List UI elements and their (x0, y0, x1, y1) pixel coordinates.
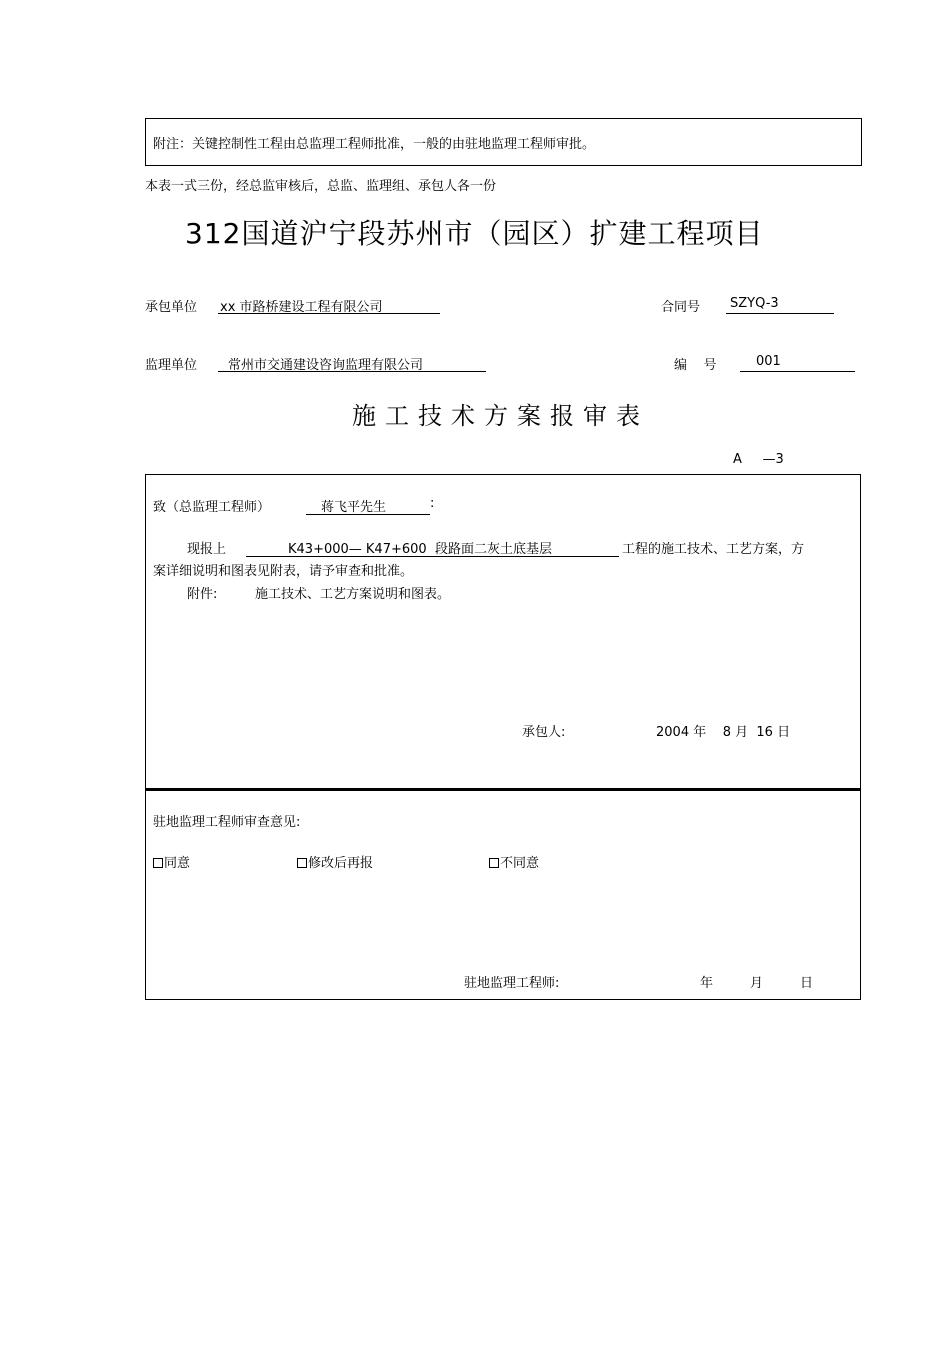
to-colon: : (430, 496, 435, 511)
checkbox-agree[interactable] (153, 858, 163, 868)
serial-label: 编 号 (674, 358, 717, 373)
to-label: 致（总监理工程师） (153, 500, 271, 515)
copies-note: 本表一式三份，经总监审核后，总监、监理组、承包人各一份 (145, 179, 497, 194)
note-box (145, 118, 862, 166)
project-title: 312国道沪宁段苏州市（园区）扩建工程项目 (185, 217, 764, 250)
note-text: 附注：关键控制性工程由总监理工程师批准，一般的由驻地监理工程师审批。 (153, 137, 596, 152)
report-line2: 案详细说明和图表见附表，请予审查和批准。 (153, 564, 414, 579)
review-date-day: 日 (800, 976, 814, 991)
to-name: 蒋飞平先生 (321, 500, 387, 515)
report-prefix: 现报上 (187, 542, 227, 557)
checkbox-revise[interactable] (297, 858, 307, 868)
form-title: 施工技术方案报审表 (352, 402, 649, 430)
option-agree-label: 同意 (164, 856, 191, 871)
option-agree[interactable] (153, 852, 190, 871)
report-suffix: 工程的施工技术、工艺方案，方 (622, 542, 805, 557)
contract-no-value: SZYQ-3 (730, 296, 779, 311)
contractor-label: 承包单位 (145, 300, 198, 315)
review-date-year: 年 (700, 976, 714, 991)
supervisor-value: 常州市交通建设咨询监理有限公司 (228, 358, 424, 373)
serial-underline (740, 371, 855, 372)
option-revise-label: 修改后再报 (308, 856, 374, 871)
contractor-underline (218, 313, 440, 314)
review-heading: 驻地监理工程师审查意见: (153, 815, 301, 830)
submission-date: 2004 年 8 月 16 日 (656, 725, 791, 740)
checkbox-disagree[interactable] (489, 858, 499, 868)
review-date-month: 月 (750, 976, 764, 991)
option-disagree[interactable] (489, 852, 539, 871)
contractor-value: xx 市路桥建设工程有限公司 (220, 300, 383, 315)
option-revise[interactable] (297, 852, 373, 871)
resident-engineer-sign-label: 驻地监理工程师: (464, 976, 560, 991)
report-item-underline (246, 556, 619, 557)
form-code: A —3 (733, 452, 784, 467)
attachment-label: 附件: (187, 587, 218, 602)
to-name-underline (306, 514, 430, 515)
option-disagree-label: 不同意 (500, 856, 540, 871)
supervisor-underline (218, 371, 486, 372)
contract-no-underline (726, 313, 834, 314)
report-item: K43+000— K47+600 段路面二灰土底基层 (288, 542, 552, 557)
serial-value: 001 (756, 354, 781, 369)
contractor-sign-label: 承包人: (522, 725, 566, 740)
submission-section (145, 474, 861, 790)
contract-no-label: 合同号 (661, 300, 701, 315)
review-section (145, 790, 861, 1000)
supervisor-label: 监理单位 (145, 358, 198, 373)
attachment-text: 施工技术、工艺方案说明和图表。 (255, 587, 451, 602)
